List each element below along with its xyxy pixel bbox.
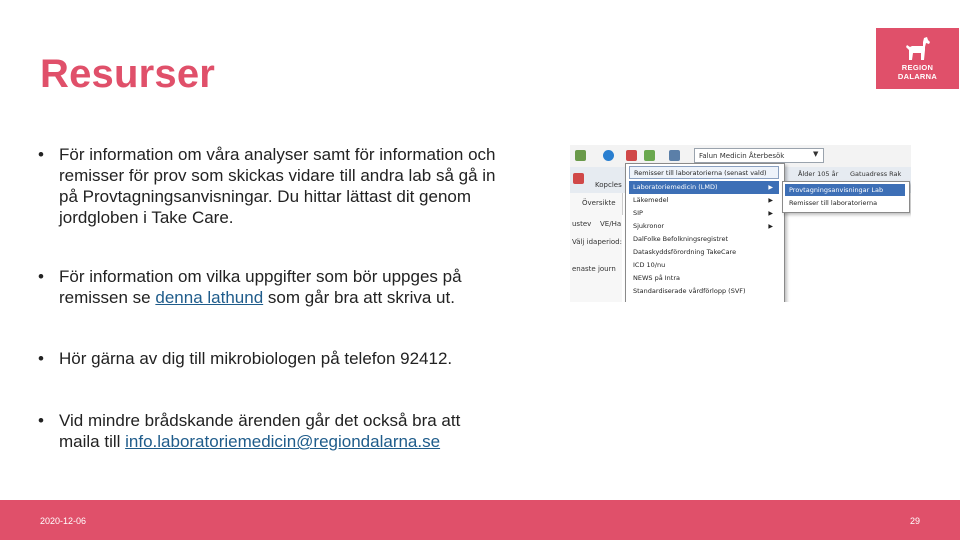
- menu-item-label: Läkemedel: [633, 196, 669, 204]
- slide-title: Resurser: [40, 52, 216, 96]
- slide-date: 2020-12-06: [40, 516, 87, 526]
- menu-item-label: SIP: [633, 209, 643, 217]
- region-dalarna-logo: [876, 28, 959, 89]
- bullet-line: [59, 431, 460, 452]
- menu-item[interactable]: [629, 166, 779, 179]
- bullet-text: [59, 410, 460, 452]
- left-text: Välj idaperiod:: [572, 238, 622, 246]
- menu-item-label: Dataskyddsförordning TakeCare: [633, 248, 737, 256]
- toolbar-icon: [644, 150, 655, 161]
- submenu-item[interactable]: [785, 197, 905, 209]
- menu-item[interactable]: [629, 246, 779, 259]
- left-panel: [570, 193, 623, 302]
- chevron-right-icon: ▶: [768, 184, 773, 191]
- left-text: ustev: [572, 220, 592, 228]
- age-text: Ålder 105 år: [798, 170, 839, 178]
- bullet-line-text: som går bra att skriva ut.: [263, 288, 455, 307]
- menu-item-label: Laboratoriemedicin (LMD): [633, 183, 718, 191]
- bullet-dot: •: [38, 145, 44, 164]
- left-text: Kopcles: [595, 181, 622, 189]
- logo-text-line2: DALARNA: [897, 72, 938, 81]
- left-text: Översikte: [582, 199, 616, 207]
- globe-icon[interactable]: [603, 150, 614, 161]
- email-link[interactable]: info.laboratoriemedicin@regiondalarna.se: [125, 432, 441, 451]
- chevron-right-icon: ▶: [768, 197, 773, 204]
- bullet-text: [59, 266, 462, 308]
- bullet-dot: •: [38, 267, 44, 286]
- menu-item[interactable]: [629, 272, 779, 285]
- submenu-item-label: Remisser till laboratorierna: [789, 199, 878, 207]
- slide-number: 29: [909, 516, 920, 526]
- bullet-line: på Provtagningsanvisningar. Du hittar lättast dit genom: [59, 187, 472, 206]
- chevron-right-icon: ▶: [768, 223, 773, 230]
- menu-item[interactable]: [629, 181, 779, 194]
- left-text: enaste journ: [572, 265, 616, 273]
- bullet-text: [59, 348, 452, 369]
- chevron-down-icon[interactable]: ▼: [813, 150, 819, 158]
- lmd-submenu: [782, 181, 910, 213]
- monitor-icon: [669, 150, 680, 161]
- submenu-item[interactable]: [785, 184, 905, 196]
- bullet-text: [59, 144, 496, 228]
- patient-icon: [573, 173, 584, 184]
- toolbar-icon: [575, 150, 586, 161]
- takecare-screenshot: [570, 145, 911, 302]
- bullet-dot: •: [38, 411, 44, 430]
- menu-item[interactable]: [629, 207, 779, 220]
- bullet-line-text: remissen se: [59, 288, 156, 307]
- menu-item-label: Standardiserade vårdförlopp (SVF): [633, 287, 746, 295]
- menu-item[interactable]: [629, 233, 779, 246]
- menu-item[interactable]: [629, 285, 779, 298]
- globe-menu: [625, 163, 785, 302]
- bullet-line: Vid mindre brådskande ärenden går det också bra att: [59, 411, 461, 430]
- bullet-line-text: maila till: [59, 432, 126, 451]
- bullet-line: För information om våra analyser samt för information och: [59, 145, 496, 164]
- logo-text-line1: REGION: [901, 63, 934, 72]
- chevron-right-icon: ▶: [768, 210, 773, 217]
- bullet-line: jordgloben i Take Care.: [59, 208, 234, 227]
- dala-horse-icon: [904, 37, 931, 61]
- menu-item-label: Remisser till laboratorierna (senast vald): [634, 169, 767, 177]
- bullet-line: remisser för prov som skickas vidare till andra lab så gå in: [59, 166, 496, 185]
- menu-item-label: Sjukronor: [633, 222, 665, 230]
- footer-bar: [0, 500, 960, 540]
- menu-item-label: NEWS på Intra: [633, 274, 681, 282]
- submenu-item-label: Provtagningsanvisningar Lab: [789, 186, 884, 194]
- menu-item[interactable]: [629, 194, 779, 207]
- menu-item-label: DalFolke Befolkningsregistret: [633, 235, 729, 243]
- bullet-line: För information om vilka uppgifter som bör uppges på: [59, 267, 462, 286]
- menu-item[interactable]: [629, 220, 779, 233]
- bullet-line: [59, 287, 462, 308]
- menu-item[interactable]: [629, 259, 779, 272]
- unit-select[interactable]: Falun Medicin Återbesök: [694, 148, 824, 163]
- menu-item-label: ICD 10/nu: [633, 261, 666, 269]
- lathund-link[interactable]: denna lathund: [155, 288, 264, 307]
- address-text: Gatuadress Rak: [850, 170, 902, 178]
- toolbar-icon: [626, 150, 637, 161]
- bullet-line: Hör gärna av dig till mikrobiologen på telefon 92412.: [59, 349, 453, 368]
- left-text: VE/Ha: [600, 220, 622, 228]
- bullet-dot: •: [38, 349, 44, 368]
